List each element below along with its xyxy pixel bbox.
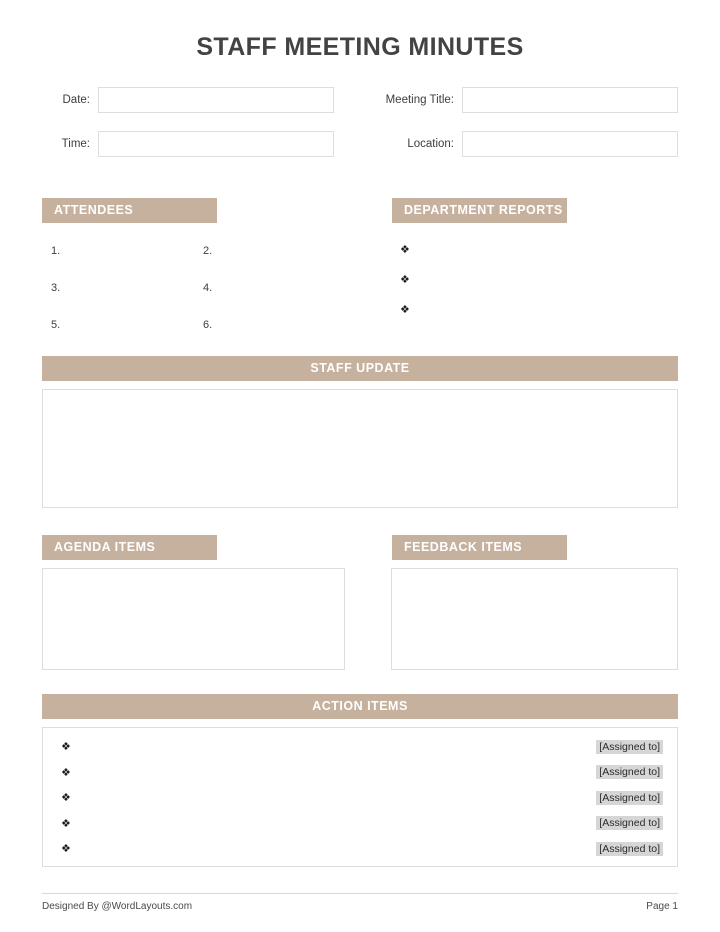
agenda-feedback-headers xyxy=(42,535,678,560)
action-items-section xyxy=(42,694,678,867)
list-item[interactable] xyxy=(392,274,678,304)
floret-bullet-icon: ❖ xyxy=(61,843,71,856)
table-row[interactable] xyxy=(43,811,677,837)
time-input[interactable] xyxy=(98,131,334,157)
list-item[interactable]: 3. xyxy=(51,282,61,294)
floret-bullet-icon: ❖ xyxy=(400,304,410,316)
list-item[interactable] xyxy=(392,244,678,274)
floret-bullet-icon: ❖ xyxy=(400,244,410,256)
agenda-feedback-section xyxy=(42,535,678,670)
assigned-to-badge[interactable]: [Assigned to] xyxy=(596,765,663,779)
floret-bullet-icon: ❖ xyxy=(61,817,71,830)
table-row[interactable] xyxy=(43,734,677,760)
page-title: STAFF MEETING MINUTES xyxy=(196,33,524,61)
attendees-header: ATTENDEES xyxy=(42,198,217,223)
location-input[interactable] xyxy=(462,131,678,157)
location-label: Location: xyxy=(407,138,454,150)
field-row-time xyxy=(42,131,334,157)
field-row-location xyxy=(368,131,678,157)
field-row-meeting-title xyxy=(368,87,678,113)
assigned-to-badge[interactable]: [Assigned to] xyxy=(596,816,663,830)
list-item[interactable]: 1. xyxy=(51,245,61,257)
agenda-items-header: AGENDA ITEMS xyxy=(42,535,217,560)
list-item[interactable]: 5. xyxy=(51,319,61,331)
feedback-items-textarea[interactable] xyxy=(391,568,678,670)
header-gap xyxy=(217,535,392,560)
footer-credit[interactable]: Designed By @WordLayouts.com xyxy=(42,901,193,912)
table-row[interactable] xyxy=(43,836,677,862)
agenda-feedback-boxes xyxy=(42,568,678,670)
floret-bullet-icon: ❖ xyxy=(61,741,71,754)
date-input[interactable] xyxy=(98,87,334,113)
department-reports-header: DEPARTMENT REPORTS xyxy=(392,198,567,223)
footer-divider xyxy=(42,893,678,894)
staff-update-header: STAFF UPDATE xyxy=(42,356,678,381)
meta-column-right xyxy=(360,87,678,175)
agenda-items-textarea[interactable] xyxy=(42,568,345,670)
meeting-title-label: Meeting Title: xyxy=(385,94,454,106)
meta-column-left xyxy=(42,87,360,175)
department-reports-section xyxy=(392,198,678,334)
floret-bullet-icon: ❖ xyxy=(400,274,410,286)
feedback-items-header: FEEDBACK ITEMS xyxy=(392,535,567,560)
attendees-list xyxy=(42,245,392,331)
assigned-to-badge[interactable]: [Assigned to] xyxy=(596,740,663,754)
list-item[interactable]: 4. xyxy=(203,282,213,294)
time-label: Time: xyxy=(61,138,90,150)
floret-bullet-icon: ❖ xyxy=(61,792,71,805)
department-reports-list xyxy=(392,244,678,334)
page-footer xyxy=(42,893,678,912)
date-label: Date: xyxy=(62,94,90,106)
staff-update-section xyxy=(42,356,678,508)
attendees-section xyxy=(42,198,392,334)
floret-bullet-icon: ❖ xyxy=(61,766,71,779)
footer-content xyxy=(42,901,678,912)
list-item[interactable]: 6. xyxy=(203,319,213,331)
action-items-table xyxy=(42,727,678,867)
table-row[interactable] xyxy=(43,785,677,811)
table-row[interactable] xyxy=(43,760,677,786)
meeting-title-input[interactable] xyxy=(462,87,678,113)
assigned-to-badge[interactable]: [Assigned to] xyxy=(596,842,663,856)
assigned-to-badge[interactable]: [Assigned to] xyxy=(596,791,663,805)
list-item[interactable]: 2. xyxy=(203,245,213,257)
field-row-date xyxy=(42,87,334,113)
action-items-header: ACTION ITEMS xyxy=(42,694,678,719)
attendees-and-reports xyxy=(42,198,678,334)
list-item[interactable] xyxy=(392,304,678,334)
footer-page-number: Page 1 xyxy=(646,901,678,912)
meeting-meta-form xyxy=(42,87,678,175)
staff-update-textarea[interactable] xyxy=(42,389,678,508)
